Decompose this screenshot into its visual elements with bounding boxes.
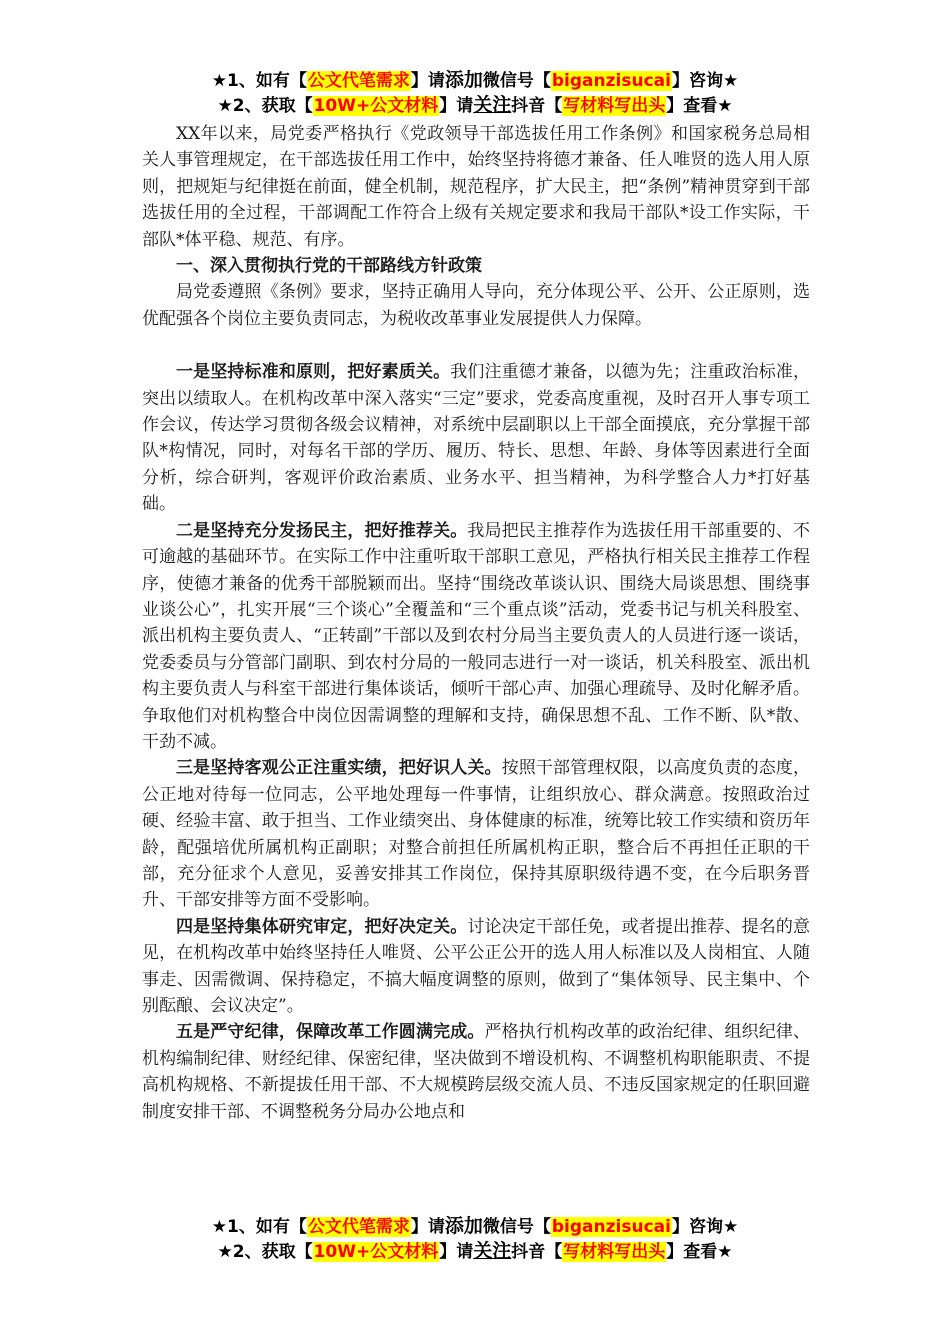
item-3-text: 按照干部管理权限，以高度负责的态度，公正地对待每一位同志，公平地处理每一件事情，让组织放心、群众满意。按照政治过硬、经验丰富、敢于担当、工作业绩突出、身体健康的标准，统筹比较工作实绩和资历年龄，配强培优所属机构正副职；对整合前担任所属机构正职，整合后不再担任正职的干部，充分征求个人意见，妥善安排其工作岗位，保持其原职级待遇不变，在今后职务晋升、干部安排等方面不受影响。 — [142, 758, 811, 911]
promo-emphasis: 关注 — [473, 1240, 512, 1262]
promo-emphasis: 关注 — [473, 94, 512, 116]
promo-highlight: 10W+公文材料 — [313, 1242, 439, 1262]
intro-paragraph: XX年以来，局党委严格执行《党政领导干部选拔任用工作条例》和国家税务总局相关人事管理规定，在干部选拔任用工作中，始终坚持将德才兼备、任人唯贤的选人用人原则，把规矩与纪律挺在前面，健全机制，规范程序，扩大民主，把“条例”精神贯穿到干部选拔任用的全过程，干部调配工作符合上级有关规定要求和我局干部队*设工作实际，干部队*体平稳、规范、有序。 — [142, 124, 810, 250]
promo-text: 抖音【 — [511, 96, 563, 116]
promo-emphasis: 添加 — [444, 1215, 483, 1237]
promo-banner-top — [0, 68, 950, 118]
promo-text: 微信号【 — [482, 1217, 551, 1237]
promo-suffix: 】咨询★ — [671, 1217, 739, 1237]
item-3-paragraph — [142, 755, 810, 913]
promo-douyin-id: 写材料写出头 — [563, 96, 666, 116]
promo-wechat-id: biganzisucai — [551, 1217, 671, 1237]
promo-wechat-id: biganzisucai — [551, 71, 671, 91]
promo-text: 】请 — [410, 71, 445, 91]
promo-line-1 — [0, 1214, 950, 1239]
item-5-lead: 五是严守纪律，保障改革工作圆满完成。 — [176, 1022, 485, 1043]
item-3-lead: 三是坚持客观公正注重实绩，把好识人关。 — [176, 758, 502, 779]
item-1-paragraph — [142, 359, 810, 517]
promo-prefix: ★1、如有【 — [211, 71, 307, 91]
promo-highlight: 公文代笔需求 — [307, 1217, 410, 1237]
promo-text: 微信号【 — [482, 71, 551, 91]
promo-prefix: ★2、获取【 — [217, 1242, 313, 1262]
section-heading-1: 一、深入贯彻执行党的干部路线方针政策 — [176, 256, 482, 277]
promo-text: 抖音【 — [511, 1242, 563, 1262]
promo-douyin-id: 写材料写出头 — [563, 1242, 666, 1262]
promo-line-2 — [0, 93, 950, 118]
promo-prefix: ★2、获取【 — [217, 96, 313, 116]
promo-suffix: 】咨询★ — [671, 71, 739, 91]
promo-text: 】请 — [439, 96, 474, 116]
item-4-lead: 四是坚持集体研究审定，把好决定关。 — [176, 916, 468, 937]
promo-line-2 — [0, 1239, 950, 1264]
promo-text: 】请 — [439, 1242, 474, 1262]
item-4-text: 讨论决定干部任免，或者提出推荐、提名的意见，在机构改革中始终坚持任人唯贤、公平公正公开的选人用人标准以及人岗相宜、人随事走、因需微调、保持稳定，不搞大幅度调整的原则，做到了“集体领导、民主集中、个别酝酿、会议决定”。 — [142, 916, 811, 1016]
promo-highlight: 10W+公文材料 — [313, 96, 439, 116]
promo-highlight: 公文代笔需求 — [307, 71, 410, 91]
item-2-paragraph — [142, 518, 810, 756]
section-1-paragraph: 局党委遵照《条例》要求，坚持正确用人导向，充分体现公平、公开、公正原则，选优配强各个岗位主要负责同志，为税收改革事业发展提供人力保障。 — [142, 282, 810, 329]
item-4-paragraph — [142, 914, 810, 1020]
promo-line-1 — [0, 68, 950, 93]
item-2-lead: 二是坚持充分发扬民主，把好推荐关。 — [176, 520, 468, 541]
promo-banner-bottom — [0, 1214, 950, 1264]
document-body — [142, 121, 810, 1125]
paragraph-spacer — [142, 332, 810, 359]
item-5-text: 严格执行机构改革的政治纪律、组织纪律、机构编制纪律、财经纪律、保密纪律，坚决做到不增设机构、不调整机构职能职责、不提高机构规格、不新提拔任用干部、不大规模跨层级交流人员、不违反国家规定的任职回避制度安排干部、不调整税务分局办公地点和 — [142, 1022, 810, 1122]
promo-emphasis: 添加 — [444, 69, 483, 91]
promo-suffix: 】查看★ — [666, 96, 733, 116]
item-5-paragraph — [142, 1019, 810, 1125]
item-2-text: 我局把民主推荐作为选拔任用干部重要的、不可逾越的基础环节。在实际工作中注重听取干部职工意见，严格执行相关民主推荐工作程序，使德才兼备的优秀干部脱颖而出。坚持“围绕改革谈认识、围绕大局谈思想、围绕事业谈公心”，扎实开展“三个谈心”全覆盖和“三个重点谈”活动，党委书记与机关科股室、派出机构主要负责人、“正转副”干部以及到农村分局当主要负责人的人员进行逐一谈话，党委委员与分管部门副职、到农村分局的一般同志进行一对一谈话，机关科股室、派出机构主要负责人与科室干部进行集体谈话，倾听干部心声、加强心理疏导、及时化解矛盾。争取他们对机构整合中岗位因需调整的理解和支持，确保思想不乱、工作不断、队*散、干劲不减。 — [142, 520, 811, 752]
item-1-text: 我们注重德才兼备，以德为先；注重政治标准，突出以绩取人。在机构改革中深入落实“三定”要求，党委高度重视，及时召开人事专项工作会议，传达学习贯彻各级会议精神，对系统中层副职以上干部全面摸底，充分掌握干部队*构情况，同时，对每名干部的学历、履历、特长、思想、年龄、身体等因素进行全面分析，综合研判，客观评价政治素质、业务水平、担当精神，为科学整合人力*打好基础。 — [142, 362, 811, 515]
item-1-lead: 一是坚持标准和原则，把好素质关。 — [176, 362, 451, 383]
promo-text: 】请 — [410, 1217, 445, 1237]
promo-prefix: ★1、如有【 — [211, 1217, 307, 1237]
promo-suffix: 】查看★ — [666, 1242, 733, 1262]
